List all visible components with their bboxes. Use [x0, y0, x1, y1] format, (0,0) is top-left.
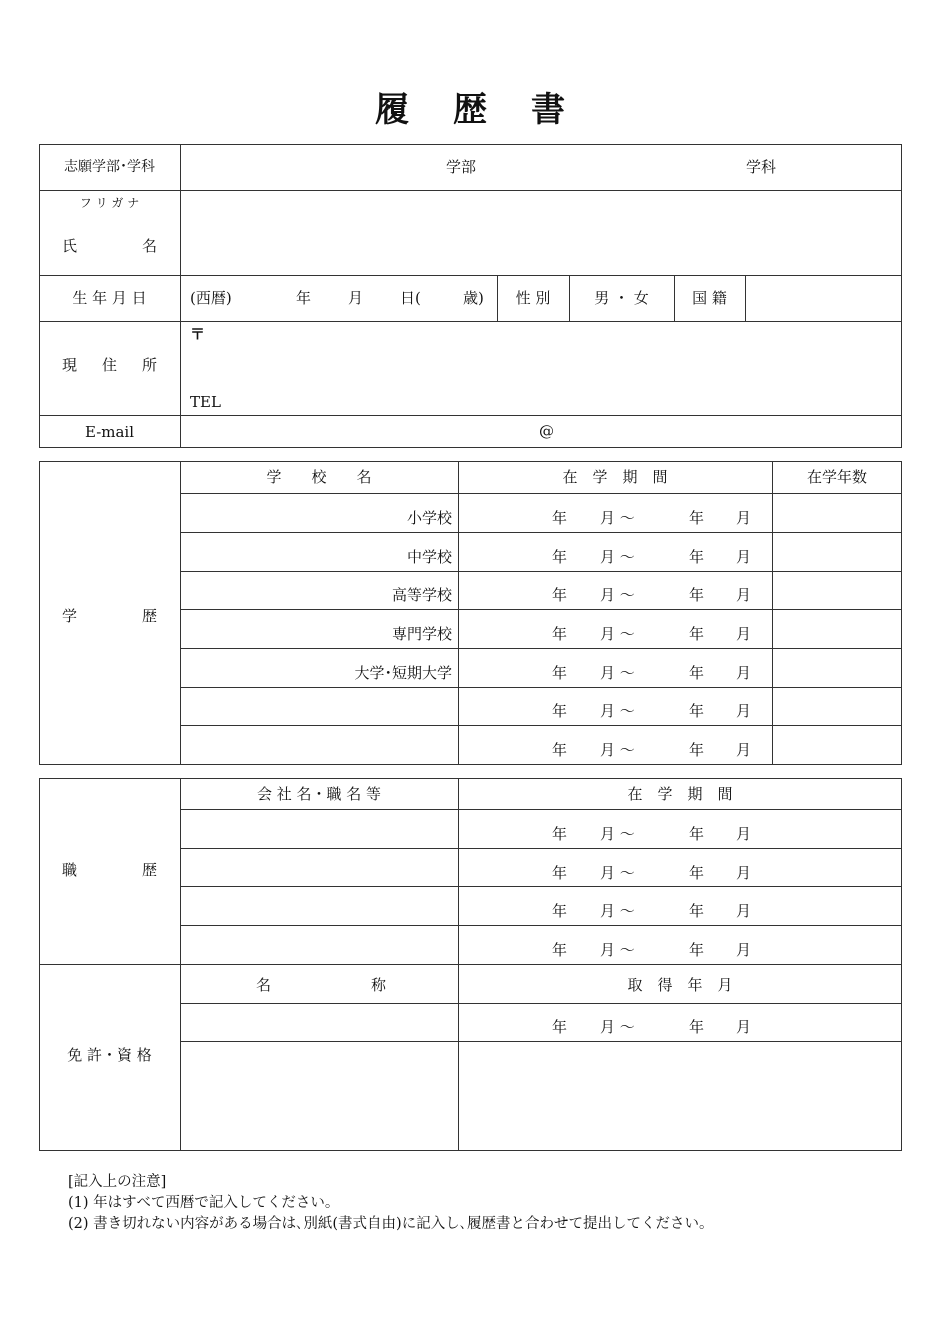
furigana-label: フ リ ガ ナ	[79, 196, 140, 210]
birth-day-suffix: 日(	[400, 289, 421, 307]
col-work-period: 在 学 期 間	[627, 785, 733, 803]
school-type-vocational: 専門学校	[391, 625, 452, 643]
name-field[interactable]	[181, 191, 901, 275]
school-type-elementary: 小学校	[406, 509, 452, 527]
address-field[interactable]	[181, 322, 901, 392]
name-label-1: 氏	[62, 237, 78, 255]
birth-age-suffix: 歳)	[463, 289, 484, 307]
work-section-label-1: 職	[62, 861, 78, 879]
title-char-2: 歴	[453, 90, 487, 130]
email-label: E-mail	[84, 423, 135, 441]
col-license-name-2: 称	[371, 976, 387, 994]
title-char-3: 書	[531, 90, 565, 130]
title-char-1: 履	[375, 90, 409, 130]
note-item-2: (2) 書き切れない内容がある場合は､別紙(書式自由)に記入し､履歴書と合わせて提出してください。	[68, 1216, 714, 1232]
gender-choice[interactable]: 男 ・ 女	[594, 289, 649, 307]
birth-label: 生 年 月 日	[72, 289, 147, 307]
gender-label: 性 別	[515, 289, 551, 307]
faculty-field[interactable]	[181, 145, 901, 190]
address-label-3: 所	[142, 356, 158, 374]
note-item-1: (1) 年はすべて西暦で記入してください。	[68, 1195, 340, 1211]
nationality-field[interactable]	[746, 276, 901, 321]
tel-label: TEL	[190, 393, 221, 411]
education-section-label-1: 学	[62, 607, 78, 625]
work-section-label-2: 歴	[142, 861, 158, 879]
license-section-label: 免 許・資 格	[67, 1046, 152, 1064]
notes	[68, 1172, 713, 1235]
school-type-university: 大学･短期大学	[354, 664, 452, 682]
notes-heading: [記入上の注意]	[68, 1174, 167, 1190]
email-at: @	[539, 422, 554, 440]
birth-era: (西暦)	[190, 289, 232, 307]
address-label-1: 現	[62, 356, 78, 374]
birth-year-suffix: 年	[296, 289, 312, 307]
name-label-2: 名	[142, 237, 158, 255]
col-license-date: 取 得 年 月	[627, 976, 733, 994]
address-label-2: 住	[102, 356, 118, 374]
page-title	[0, 82, 940, 131]
nationality-label: 国 籍	[692, 289, 727, 307]
faculty-suffix: 学部	[446, 158, 477, 176]
school-type-junior-high: 中学校	[406, 548, 452, 566]
col-years: 在学年数	[806, 468, 867, 486]
col-period: 在 学 期 間	[562, 468, 668, 486]
department-suffix: 学科	[746, 158, 777, 176]
education-section-label-2: 歴	[142, 607, 158, 625]
faculty-label: 志願学部･学科	[64, 159, 155, 175]
birth-month-suffix: 月	[348, 289, 364, 307]
col-license-name-1: 名	[256, 976, 272, 994]
col-school-name: 学 校 名	[266, 468, 372, 486]
postal-mark: 〒	[190, 325, 206, 343]
license-free-area-date[interactable]	[459, 1042, 901, 1150]
col-company: 会 社 名・職 名 等	[256, 785, 382, 803]
school-type-high: 高等学校	[391, 586, 452, 604]
license-free-area-name[interactable]	[181, 1042, 457, 1150]
email-field[interactable]	[181, 416, 901, 447]
